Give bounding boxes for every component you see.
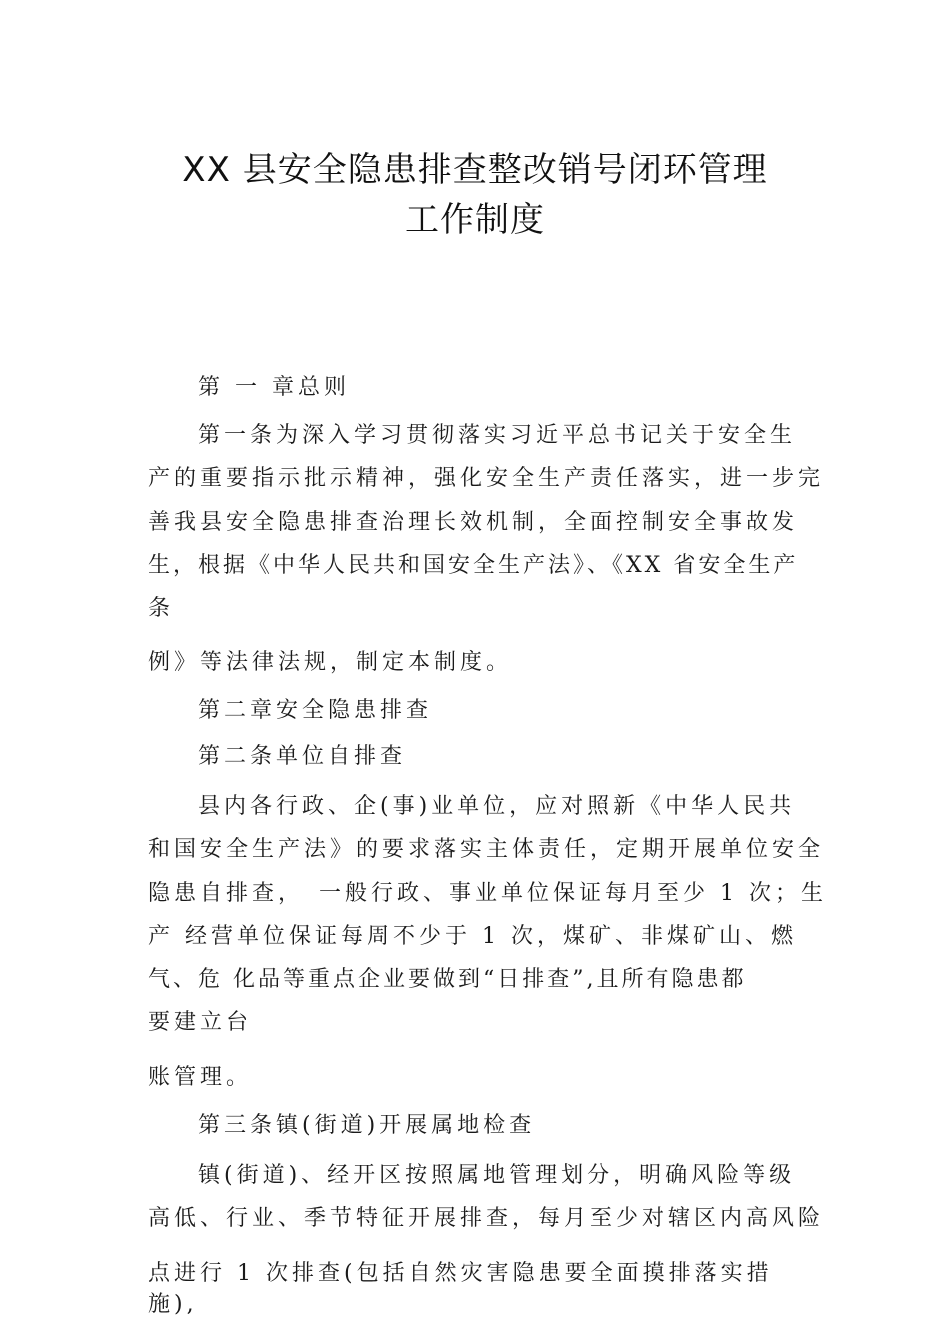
- body-line: 第一条为深入学习贯彻落实习近平总书记关于安全生: [198, 423, 797, 448]
- body-line: 镇(街道)、经开区按照属地管理划分，明确风险等级: [198, 1163, 796, 1188]
- chapter-heading: 第 一 章总则: [198, 375, 350, 400]
- body-line: 县内各行政、企(事)业单位，应对照新《中华人民共: [198, 794, 796, 819]
- article-heading: 第二条单位自排查: [198, 744, 407, 769]
- body-line: 生，根据《中华人民共和国安全生产法》、《XX 省安全生产: [148, 553, 799, 578]
- body-line: 账管理。: [148, 1065, 253, 1090]
- article-heading: 第三条镇(街道)开展属地检查: [198, 1113, 536, 1138]
- chapter-heading: 第二章安全隐患排查: [198, 698, 433, 723]
- body-line: 善我县安全隐患排查治理长效机制，全面控制安全事故发: [148, 510, 799, 535]
- body-line: 隐患自排查， 一般行政、事业单位保证每月至少 1 次；生: [148, 881, 827, 906]
- body-line: 要建立台: [148, 1010, 253, 1035]
- document-title-line-1: XX 县安全隐患排查整改销号闭环管理: [182, 150, 768, 190]
- body-line: 点进行 1 次排查(包括自然灾害隐患要全面摸排落实措: [148, 1261, 773, 1286]
- body-line: 产 经营单位保证每周不少于 1 次，煤矿、非煤矿山、燃: [148, 924, 797, 949]
- body-line: 和国安全生产法》的要求落实主体责任，定期开展单位安全: [148, 837, 825, 862]
- body-line: 气、危 化品等重点企业要做到“日排查”,且所有隐患都: [148, 967, 747, 992]
- document-title-line-2: 工作制度: [405, 200, 545, 240]
- body-line: 产的重要指示批示精神，强化安全生产责任落实，进一步完: [148, 466, 825, 491]
- body-line: 高低、行业、季节特征开展排查，每月至少对辖区内高风险: [148, 1206, 825, 1231]
- body-line: 条: [148, 596, 175, 621]
- body-line: 例》等法律法规，制定本制度。: [148, 650, 513, 675]
- body-line: 施),: [148, 1292, 198, 1317]
